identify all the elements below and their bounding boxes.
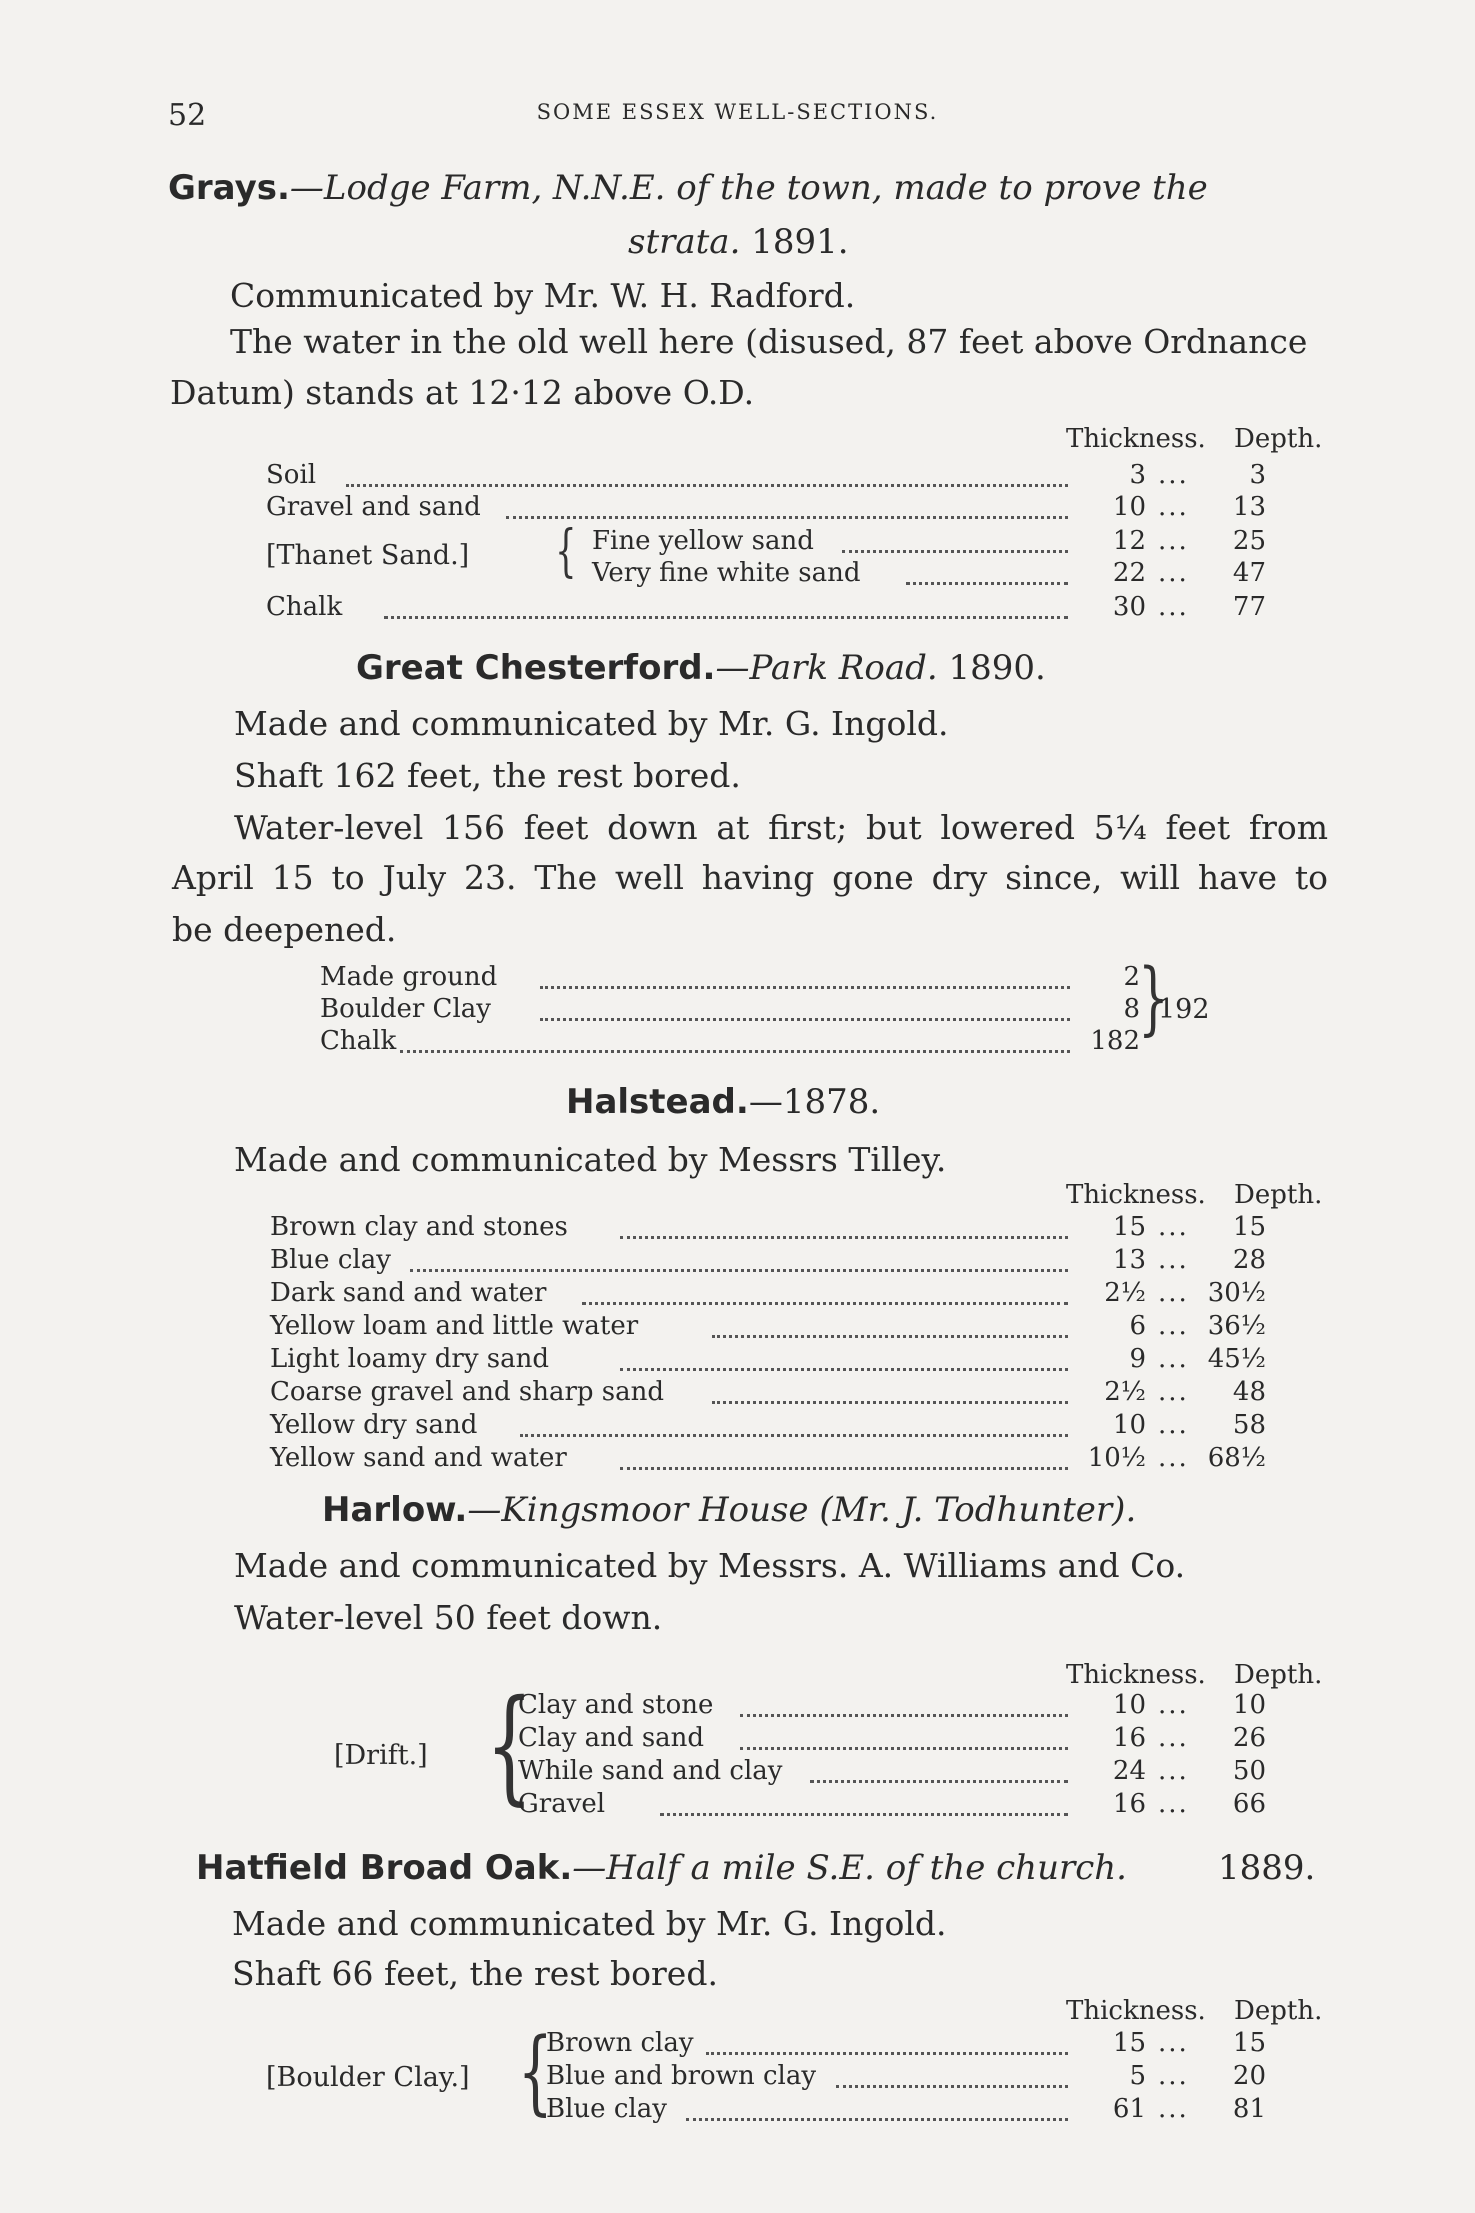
leader-dots <box>906 558 1068 585</box>
table-row <box>270 1690 1326 1722</box>
paragraph: The water in the old well here (disused, 87 feet above Ordnance <box>230 322 1308 361</box>
year: 1890. <box>948 648 1046 688</box>
separator: ... <box>1158 1344 1189 1374</box>
total-depth: 192 <box>1158 994 1210 1025</box>
table-row <box>266 460 1326 492</box>
table-row <box>266 592 1326 624</box>
separator: ... <box>1158 1377 1189 1407</box>
separator: ... <box>1158 1756 1189 1786</box>
group-label: [Boulder Clay.] <box>266 2062 470 2093</box>
stratum-label: Blue and brown clay <box>546 2061 817 2091</box>
col-head-depth: Depth. <box>1234 1660 1323 1690</box>
running-title: SOME ESSEX WELL-SECTIONS. <box>536 100 939 124</box>
leader-dots <box>346 460 1068 487</box>
thickness-value: 10 <box>1112 1410 1146 1440</box>
leader-dots <box>620 1443 1068 1470</box>
table-row <box>320 1026 1220 1058</box>
stratum-label: Boulder Clay <box>320 994 491 1024</box>
table-row <box>270 2061 1326 2093</box>
depth-value: 26 <box>1232 1723 1266 1753</box>
stratum-label: Chalk <box>266 592 343 622</box>
separator: ... <box>1158 1723 1189 1753</box>
table-row <box>270 2094 1326 2126</box>
depth-value: 20 <box>1232 2061 1266 2091</box>
separator: ... <box>1158 2028 1189 2058</box>
depth-value: 25 <box>1232 526 1266 556</box>
table-row <box>270 1278 1326 1310</box>
paragraph: Water-level 156 feet down at first; but lowered 5¼ feet from <box>234 808 1328 847</box>
leader-dots <box>540 962 1070 989</box>
stratum-label: Chalk <box>320 1026 397 1056</box>
stratum-label: Fine yellow sand <box>592 526 814 556</box>
leader-dots <box>400 1026 1070 1053</box>
stratum-label: Soil <box>266 460 317 490</box>
separator: ... <box>1158 492 1189 522</box>
page-number: 52 <box>168 98 207 133</box>
separator: ... <box>1158 526 1189 556</box>
entry-title-halstead <box>566 1082 880 1122</box>
col-head-thickness: Thickness. <box>1066 1660 1206 1690</box>
leader-dots <box>582 1278 1068 1305</box>
separator: ... <box>1158 1789 1189 1819</box>
col-head-thickness: Thickness. <box>1066 1180 1206 1210</box>
year: —1878. <box>748 1082 881 1122</box>
depth-value: 15 <box>1232 1212 1266 1242</box>
thickness-value: 24 <box>1112 1756 1146 1786</box>
leader-dots <box>740 1690 1068 1717</box>
col-head-depth: Depth. <box>1234 1180 1323 1210</box>
thickness-value: 16 <box>1112 1789 1146 1819</box>
table-row <box>270 1756 1326 1788</box>
year: 1889. <box>1218 1848 1316 1888</box>
thickness-value: 15 <box>1112 2028 1146 2058</box>
leader-dots <box>520 1410 1068 1437</box>
stratum-label: Gravel and sand <box>266 492 481 522</box>
depth-value: 58 <box>1232 1410 1266 1440</box>
location: —Lodge Farm, N.N.E. of the town, made to prove the <box>289 168 1208 208</box>
location: —Half a mile S.E. of the church. <box>572 1848 1127 1888</box>
table-row <box>270 1344 1326 1376</box>
paragraph: Made and communicated by Messrs Tilley. <box>234 1140 947 1179</box>
leader-dots <box>620 1212 1068 1239</box>
separator: ... <box>1158 460 1189 490</box>
paragraph: Shaft 162 feet, the rest bored. <box>234 756 741 795</box>
thickness-value: 12 <box>1112 526 1146 556</box>
depth-value: 10 <box>1232 1690 1266 1720</box>
thickness-value: 3 <box>1129 460 1146 490</box>
thickness-value: 9 <box>1129 1344 1146 1374</box>
depth-value: 3 <box>1249 460 1266 490</box>
paragraph: Water-level 50 feet down. <box>234 1598 663 1637</box>
thickness-value: 2½ <box>1104 1278 1146 1308</box>
separator: ... <box>1158 558 1189 588</box>
table-row <box>270 1377 1326 1409</box>
thickness-value: 10 <box>1112 492 1146 522</box>
leader-dots <box>540 994 1070 1021</box>
entry-title-great-chesterford <box>356 648 1046 688</box>
leader-dots <box>620 1344 1068 1371</box>
entry-title-grays-cont <box>628 222 849 262</box>
thickness-value: 8 <box>1123 994 1140 1024</box>
location: —Kingsmoor House (Mr. J. Todhunter). <box>467 1490 1137 1530</box>
leader-dots <box>686 2094 1068 2121</box>
depth-value: 50 <box>1232 1756 1266 1786</box>
depth-value: 47 <box>1232 558 1266 588</box>
stratum-label: Very fine white sand <box>592 558 861 588</box>
col-head-depth: Depth. <box>1234 424 1323 454</box>
table-row <box>270 1311 1326 1343</box>
thickness-value: 5 <box>1129 2061 1146 2091</box>
thickness-value: 30 <box>1112 592 1146 622</box>
thickness-value: 16 <box>1112 1723 1146 1753</box>
stratum-label: Light loamy dry sand <box>270 1344 550 1374</box>
separator: ... <box>1158 592 1189 622</box>
paragraph: Made and communicated by Messrs. A. Williams and Co. <box>234 1546 1186 1585</box>
stratum-label: Made ground <box>320 962 498 992</box>
stratum-label: Yellow dry sand <box>270 1410 478 1440</box>
depth-value: 15 <box>1232 2028 1266 2058</box>
depth-value: 68½ <box>1207 1443 1266 1473</box>
location-cont: strata. <box>628 222 741 262</box>
stratum-label: Yellow loam and little water <box>270 1311 639 1341</box>
leader-dots <box>712 1311 1068 1338</box>
table-row <box>270 1245 1326 1277</box>
stratum-label: Dark sand and water <box>270 1278 547 1308</box>
year: 1891. <box>751 222 849 262</box>
table-row <box>320 994 1220 1026</box>
separator: ... <box>1158 2061 1189 2091</box>
stratum-label: While sand and clay <box>518 1756 783 1786</box>
thickness-value: 15 <box>1112 1212 1146 1242</box>
group-label: [Drift.] <box>334 1740 428 1771</box>
paragraph: Made and communicated by Mr. G. Ingold. <box>232 1904 947 1943</box>
depth-value: 36½ <box>1207 1311 1266 1341</box>
thickness-value: 6 <box>1129 1311 1146 1341</box>
leader-dots <box>660 1789 1068 1816</box>
stratum-label: Clay and stone <box>518 1690 714 1720</box>
table-row <box>266 558 1326 590</box>
separator: ... <box>1158 1212 1189 1242</box>
separator: ... <box>1158 1410 1189 1440</box>
leader-dots <box>836 2061 1068 2088</box>
brace: { <box>517 2018 553 2125</box>
thickness-value: 10½ <box>1087 1443 1146 1473</box>
group-label: [Thanet Sand.] <box>266 540 470 571</box>
thickness-value: 22 <box>1112 558 1146 588</box>
depth-value: 48 <box>1232 1377 1266 1407</box>
paragraph: April 15 to July 23. The well having gone dry since, will have to <box>172 858 1328 897</box>
stratum-label: Blue clay <box>270 1245 391 1275</box>
leader-dots <box>842 526 1068 553</box>
place-name: Halstead. <box>566 1082 749 1122</box>
separator: ... <box>1158 1690 1189 1720</box>
thickness-value: 10 <box>1112 1690 1146 1720</box>
thickness-value: 2½ <box>1104 1377 1146 1407</box>
depth-value: 45½ <box>1207 1344 1266 1374</box>
stratum-label: Brown clay <box>546 2028 694 2058</box>
leader-dots <box>384 592 1068 619</box>
stratum-label: Clay and sand <box>518 1723 705 1753</box>
table-row <box>266 526 1326 558</box>
separator: ... <box>1158 1245 1189 1275</box>
thickness-value: 13 <box>1112 1245 1146 1275</box>
paragraph: Shaft 66 feet, the rest bored. <box>232 1954 718 1993</box>
col-head-depth: Depth. <box>1234 1996 1323 2026</box>
paragraph: Made and communicated by Mr. G. Ingold. <box>234 704 949 743</box>
thickness-value: 182 <box>1090 1026 1140 1056</box>
col-head-thickness: Thickness. <box>1066 424 1206 454</box>
stratum-label: Blue clay <box>546 2094 667 2124</box>
table-row <box>270 1723 1326 1755</box>
separator: ... <box>1158 1311 1189 1341</box>
place-name: Great Chesterford. <box>356 648 716 688</box>
leader-dots <box>810 1756 1068 1783</box>
leader-dots <box>410 1245 1068 1272</box>
stratum-label: Coarse gravel and sharp sand <box>270 1377 665 1407</box>
depth-value: 66 <box>1232 1789 1266 1819</box>
table-row <box>270 1212 1326 1244</box>
depth-value: 30½ <box>1207 1278 1266 1308</box>
leader-dots <box>506 492 1068 519</box>
entry-title-harlow <box>322 1490 1136 1530</box>
thickness-value: 61 <box>1112 2094 1146 2124</box>
col-head-thickness: Thickness. <box>1066 1996 1206 2026</box>
separator: ... <box>1158 1278 1189 1308</box>
table-row <box>270 2028 1326 2060</box>
paragraph: Communicated by Mr. W. H. Radford. <box>230 276 856 315</box>
brace: } <box>1138 951 1169 1044</box>
entry-title-hatfield-broad-oak <box>196 1848 1127 1888</box>
leader-dots <box>740 1723 1068 1750</box>
stratum-label: Yellow sand and water <box>270 1443 567 1473</box>
depth-value: 77 <box>1232 592 1266 622</box>
paragraph: Datum) stands at 12·12 above O.D. <box>170 373 755 412</box>
entry-title-grays <box>168 168 1208 208</box>
leader-dots <box>706 2028 1068 2055</box>
thickness-value: 2 <box>1123 962 1140 992</box>
place-name: Grays. <box>168 168 290 208</box>
location: —Park Road. <box>715 648 938 688</box>
separator: ... <box>1158 1443 1189 1473</box>
stratum-label: Brown clay and stones <box>270 1212 568 1242</box>
depth-value: 13 <box>1232 492 1266 522</box>
table-row <box>270 1443 1326 1475</box>
brace: { <box>555 519 577 584</box>
table-row <box>270 1789 1326 1821</box>
brace: { <box>485 1674 534 1818</box>
depth-value: 81 <box>1232 2094 1266 2124</box>
table-row <box>270 1410 1326 1442</box>
separator: ... <box>1158 2094 1189 2124</box>
place-name: Hatfield Broad Oak. <box>196 1848 573 1888</box>
table-row <box>266 492 1326 524</box>
table-row <box>320 962 1220 994</box>
paragraph: be deepened. <box>172 910 397 949</box>
depth-value: 28 <box>1232 1245 1266 1275</box>
leader-dots <box>712 1377 1068 1404</box>
stratum-label: Gravel <box>518 1789 606 1819</box>
place-name: Harlow. <box>322 1490 468 1530</box>
